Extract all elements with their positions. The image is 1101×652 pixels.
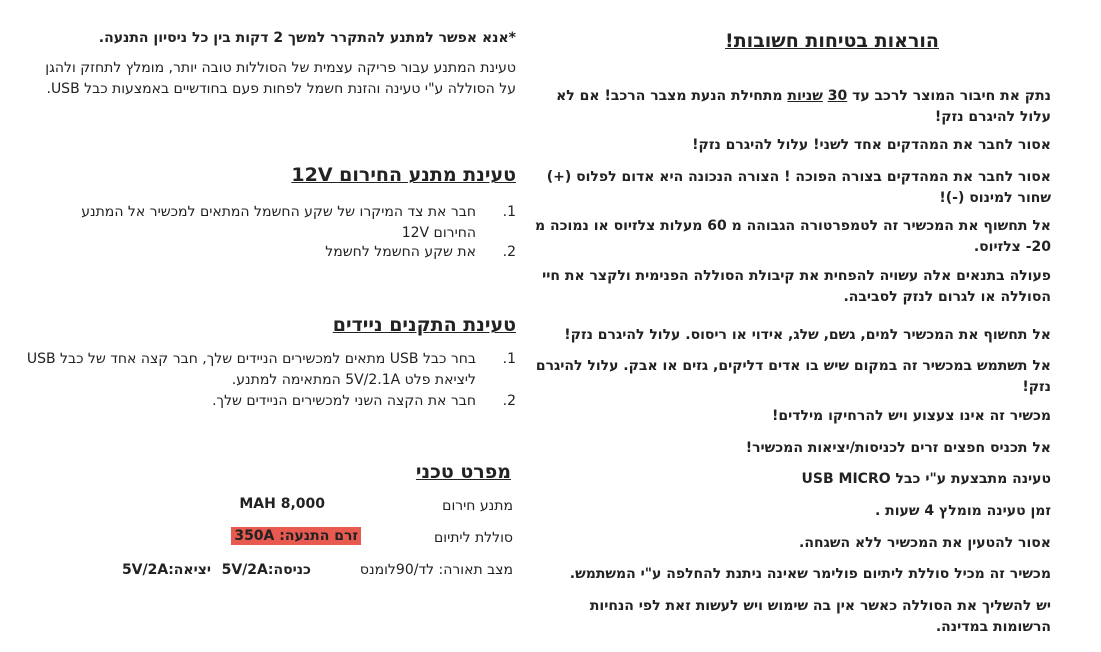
spec-row3-label: מצב תאורה: לד/90לומנס	[359, 562, 513, 578]
safety-item-1-num: 30	[827, 88, 848, 104]
safety-item-3: אסור לחבר את המהדקים בצורה הפוכה ! הצורה הנכונה היא אדום לפלוס (+) שחור למינוס (-)!	[546, 169, 1051, 206]
safety-item-2: אסור לחבר את המהדקים אחד לשני! עלול להיגרם נזק!	[692, 137, 1051, 153]
spec-row2-value	[231, 528, 361, 544]
charge12-item-2-num: 2.	[502, 244, 516, 260]
safety-title: הוראות בטיחות חשובות!	[725, 30, 939, 52]
charge12-item-1	[36, 202, 516, 244]
mobile-item-1	[0, 349, 516, 391]
safety-item-4: אל תחשוף את המכשיר זה לטמפרטורה הגבוהה מ 60 מעלות צלזיוס או נמוכה מ 20- צלזיוס.	[535, 218, 1051, 255]
safety-item-9: אל תכניס חפצים זרים לכניסות/יציאות המכשיר!	[745, 440, 1051, 456]
maintenance-note: טעינת המתנע עבור פריקה עצמית של הסוללות טובה יותר, מומלץ לתחזק ולהגן על הסוללה ע"י טעינה והזנת חשמל לפחות פעם בחודשיים באמצעות כבל USB.	[45, 60, 516, 97]
mobile-item-2-num: 2.	[502, 393, 516, 409]
safety-item-1-pre: נתק את חיבור המוצר לרכב עד	[847, 88, 1051, 104]
mobile-item-2	[36, 391, 516, 412]
charge12-item-1-text: חבר את צד המיקרו של שקע החשמל המתאים למכשיר אל המתנע החירום 12V	[81, 204, 476, 241]
charge12-item-1-num: 1.	[502, 204, 516, 220]
spec-row3-input: כניסה:5V/2A	[221, 562, 311, 578]
starting-current-badge: זרם התנעה: 350A	[231, 527, 361, 545]
safety-item-13: מכשיר זה מכיל סוללת ליתיום פולימר שאינה ניתנת להחלפה ע"י המשתמש.	[569, 566, 1051, 582]
cooldown-note: *אנא אפשר למתנע להתקרר למשך 2 דקות בין כל ניסיון התנעה.	[98, 30, 516, 46]
safety-item-8: מכשיר זה אינו צעצוע ויש להרחיקו מילדים!	[771, 408, 1051, 424]
mobile-item-1-text: בחר כבל USB מתאים למכשירים הניידים שלך, חבר קצה אחד של כבל USB ליציאת פלט 5V/2.1A המתאימה למתנע.	[26, 351, 476, 388]
safety-item-1	[531, 86, 1051, 128]
safety-item-5: פעולה בתנאים אלה עשויה להפחית את קיבולת הסוללה הפנימית ולקצר את חיי הסוללה או לגרום לנזק לסביבה.	[542, 268, 1051, 305]
safety-item-7: אל תשתמש במכשיר זה במקום שיש בו אדים דליקים, גזים או אבק. עלול להיגרם נזק!	[535, 358, 1051, 395]
charge12-item-2	[36, 242, 516, 263]
spec-row3-output: יציאה:5V/2A	[121, 562, 211, 578]
spec-title: מפרט טכני	[415, 461, 511, 483]
charge12-item-2-text: את שקע החשמל לחשמל	[325, 244, 476, 260]
spec-row1-value: MAH 8,000	[239, 496, 325, 512]
safety-item-10: טעינה מתבצעת ע"י כבל USB MICRO	[801, 471, 1051, 487]
safety-item-14: יש להשליך את הסוללה כאשר אין בה שימוש ויש לעשות זאת לפי הנחיות הרשומות במדינה.	[589, 598, 1051, 635]
safety-item-11: זמן טעינה מומלץ 4 שעות .	[874, 503, 1051, 519]
safety-item-1-unit: שניות	[787, 88, 823, 104]
spec-row1-label: מתנע חירום	[442, 498, 513, 514]
charge12-title: טעינת מתנע החירום 12V	[291, 164, 516, 186]
spec-row2-label: סוללת ליתיום	[434, 530, 513, 546]
safety-item-12: אסור להטעין את המכשיר ללא השגחה.	[799, 535, 1051, 551]
mobile-item-2-text: חבר את הקצה השני למכשירים הניידים שלך.	[212, 393, 476, 409]
safety-item-6: אל תחשוף את המכשיר למים, גשם, שלג, אידוי או ריסוס. עלול להיגרם נזק!	[564, 327, 1051, 343]
mobile-item-1-num: 1.	[502, 351, 516, 367]
mobile-title: טעינת התקנים ניידים	[332, 314, 516, 336]
safety-item-1-post: מתחילת הנעת מצבר הרכב! אם לא עלול להיגרם נזק!	[556, 88, 1051, 125]
